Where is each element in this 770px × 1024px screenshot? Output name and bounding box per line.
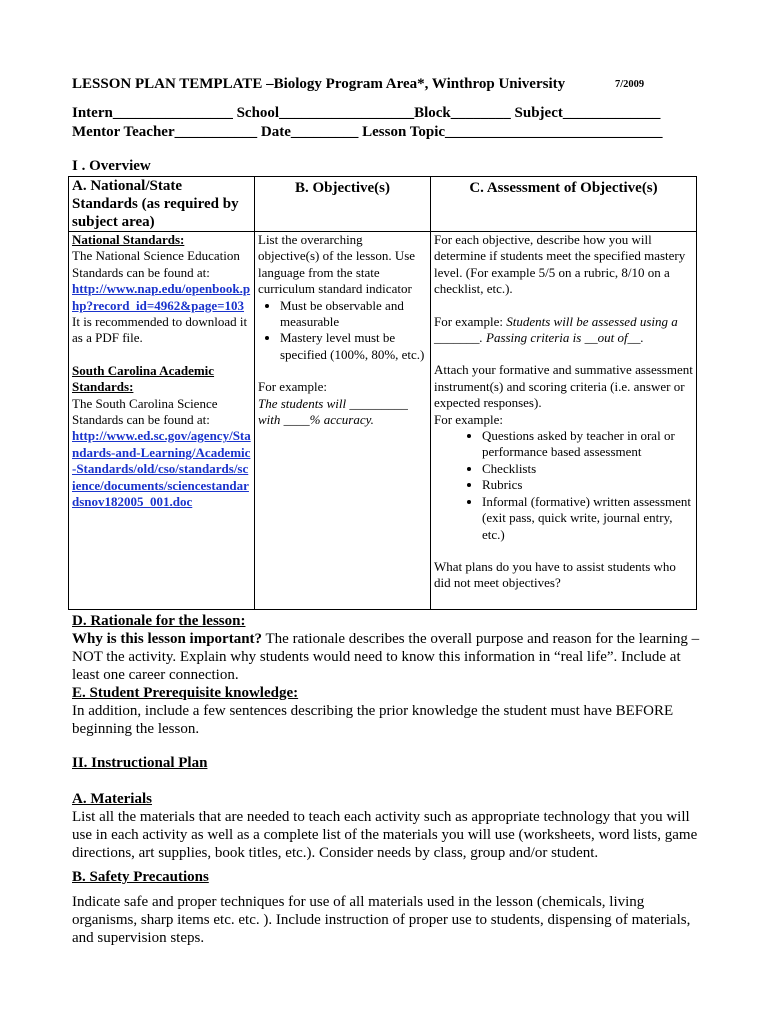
standards-cell xyxy=(69,232,255,610)
materials-text: List all the materials that are needed to teach each activity such as appropriate technology that you will use in each activity as well as a complete list of the materials you will use (worksheets, word lists, game directions, art supplies, book titles, etc.). Consider needs by class, group and/or student. xyxy=(72,809,698,861)
assessment-attach-text: Attach your formative and summative assessment instrument(s) and scoring criteria (i.e. answer or expected responses). xyxy=(434,362,693,411)
safety-section xyxy=(72,868,700,947)
assessment-bullet: • Informal (formative) written assessment (exit pass, quick write, journal entry, etc.) xyxy=(482,494,693,543)
safety-heading: B. Safety Precautions xyxy=(72,869,209,885)
assessment-bullet: • Checklists xyxy=(482,461,693,477)
overview-table-header-row xyxy=(69,177,697,232)
assessment-example-label-2: For example: xyxy=(434,411,503,427)
objectives-column-header: B. Objective(s) xyxy=(255,177,431,232)
national-standards-note: It is recommended to download it as a PDF file. xyxy=(72,314,248,346)
prerequisite-heading: E. Student Prerequisite knowledge: xyxy=(72,685,299,701)
sc-standards-heading: South Carolina Academic Standards: xyxy=(72,362,215,395)
revision-date: 7/2009 xyxy=(615,79,645,90)
sc-standards-text: The South Carolina Science Standards can be found at: xyxy=(72,395,218,428)
national-standards-text: The National Science Education Standards can be found at: xyxy=(72,248,240,280)
rationale-question: Why is this lesson important? xyxy=(72,631,263,647)
overview-heading: I . Overview xyxy=(72,158,151,174)
objectives-example-label: For example: xyxy=(258,379,327,395)
overview-table-body-row xyxy=(69,232,697,610)
safety-text: Indicate safe and proper techniques for use of all materials used in the lesson (chemicals, living organisms, sharp items etc. etc. ). Include instruction of proper use to students, dispensing of materials, and supervision steps. xyxy=(72,894,691,946)
rationale-section xyxy=(72,612,700,738)
assessment-plans-question: What plans do you have to assist students who did not meet objectives? xyxy=(434,558,676,591)
header-fields xyxy=(72,104,663,142)
assessment-bullet-list xyxy=(434,428,693,543)
national-standards-heading: National Standards: xyxy=(72,232,185,247)
objectives-intro: List the overarching objective(s) of the lesson. Use language from the state curriculum standard indicator xyxy=(258,232,416,297)
objectives-cell xyxy=(255,232,431,610)
national-standards-link[interactable]: http://www.nap.edu/openbook.php?record_id=4962&page=103 xyxy=(72,281,251,313)
materials-section xyxy=(72,790,700,862)
objectives-example-text: The students will _________ with ____% accuracy. xyxy=(258,395,408,428)
prerequisite-text: In addition, include a few sentences describing the prior knowledge the student must have BEFORE beginning the lesson. xyxy=(72,703,674,737)
document-title: LESSON PLAN TEMPLATE –Biology Program Area*, Winthrop University xyxy=(72,76,566,92)
sc-standards-link[interactable]: http://www.ed.sc.gov/agency/Standards-and-Learning/Academic-Standards/old/cso/standards/science/documents/sciencestandardsnov182005_001.doc xyxy=(72,428,251,510)
instructional-plan-heading: II. Instructional Plan xyxy=(72,755,208,771)
header-fields-line-1: Intern________________ School__________________Block________ Subject_____________ xyxy=(72,105,661,121)
assessment-example-text: Students will be assessed using a _______. Passing criteria is __out of__. xyxy=(434,313,678,346)
assessment-example-label: For example: xyxy=(434,313,507,329)
assessment-cell xyxy=(431,232,697,610)
objectives-bullet: • Must be observable and measurable xyxy=(280,298,427,331)
overview-table xyxy=(68,176,697,610)
instructional-plan-heading-wrap xyxy=(72,754,700,772)
assessment-bullet: • Rubrics xyxy=(482,477,693,493)
rationale-body xyxy=(72,630,700,684)
assessment-example xyxy=(434,314,693,347)
assessment-description: For each objective, describe how you will determine if students meet the specified mastery level. (For example 5/5 on a rubric, 8/10 on a checklist, etc.). xyxy=(434,232,686,297)
objectives-bullet: • Mastery level must be specified (100%, 80%, etc.) xyxy=(280,330,427,363)
standards-column-header: A. National/State Standards (as required by subject area) xyxy=(69,177,255,232)
header-fields-line-2: Mentor Teacher___________ Date_________ Lesson Topic_____________________________ xyxy=(72,124,663,140)
rationale-heading: D. Rationale for the lesson: xyxy=(72,613,246,629)
assessment-column-header: C. Assessment of Objective(s) xyxy=(431,177,697,232)
objectives-bullet-list xyxy=(258,298,427,364)
assessment-bullet: • Questions asked by teacher in oral or performance based assessment xyxy=(482,428,693,461)
rationale-text: The rationale describes the overall purpose and reason for the learning – NOT the activity. Explain why students would need to know this information in “real life”. Include at least one career connection. xyxy=(72,631,700,683)
materials-heading: A. Materials xyxy=(72,791,152,807)
